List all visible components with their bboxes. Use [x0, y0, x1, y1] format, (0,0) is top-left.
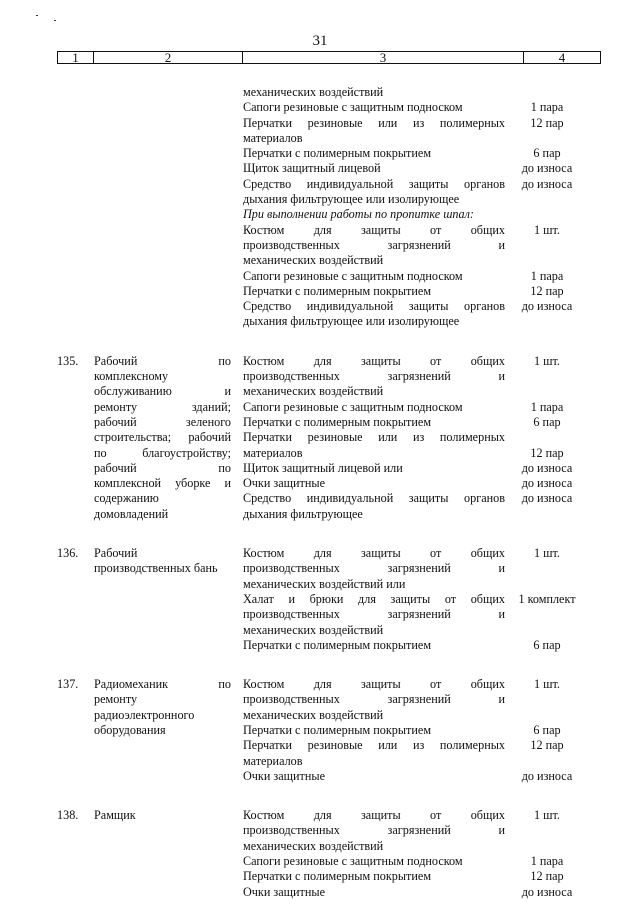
scan-speck — [54, 20, 56, 21]
entry-item — [243, 885, 583, 900]
item-line: механических воздействий — [243, 622, 384, 637]
quantity-value: 12 пар — [530, 283, 564, 298]
occupation-line: ремонту зданий; — [94, 399, 231, 414]
item-description — [243, 854, 505, 869]
item-line: Средство индивидуальной защиты органов — [243, 176, 505, 191]
quantity-value: 12 пар — [530, 445, 564, 460]
item-line: производственных загрязнений и — [243, 823, 505, 838]
item-quantity — [505, 100, 583, 115]
continuation-item — [243, 207, 583, 222]
entry-item — [243, 546, 583, 592]
occupation-line: оборудования — [94, 722, 166, 737]
item-description — [243, 284, 505, 299]
occupation-line: домовладений — [94, 506, 169, 521]
entry-item — [243, 461, 583, 476]
occupation-line: содержанию — [94, 491, 159, 506]
entry-item — [243, 808, 583, 854]
entry-item — [243, 869, 583, 884]
occupation-line: обслуживанию и — [94, 384, 231, 399]
column-header-2: 2 — [93, 52, 242, 63]
column-header-4: 4 — [523, 52, 600, 63]
item-quantity — [505, 146, 583, 161]
quantity-value: 1 шт. — [534, 222, 560, 237]
item-line: Халат и брюки для защиты от общих — [243, 591, 505, 606]
item-quantity — [505, 677, 583, 723]
continuation-item — [243, 177, 583, 208]
item-quantity — [505, 223, 583, 269]
item-line: материалов — [243, 753, 303, 768]
entry-item — [243, 854, 583, 869]
occupation-line: Рамщик — [94, 808, 136, 823]
quantity-value: 1 пара — [530, 399, 564, 414]
quantity-value: до износа — [521, 768, 573, 783]
item-quantity — [505, 476, 583, 491]
continuation-item — [243, 161, 583, 176]
item-quantity — [505, 461, 583, 476]
item-quantity — [505, 207, 583, 222]
column-header-3: 3 — [242, 52, 523, 63]
quantity-value: 12 пар — [530, 738, 564, 753]
item-description — [243, 223, 505, 269]
item-description — [243, 100, 505, 115]
occupation-line: радиоэлектронного — [94, 707, 195, 722]
item-description — [243, 461, 505, 476]
item-description — [243, 638, 505, 653]
occupation-line: рабочий по — [94, 460, 231, 475]
entry-item — [243, 592, 583, 638]
entry-items — [243, 808, 583, 900]
column-header-1: 1 — [72, 50, 79, 65]
item-line: Костюм для защиты от общих — [243, 546, 505, 561]
occupation-line: производственных бань — [94, 561, 218, 576]
item-line: производственных загрязнений и — [243, 237, 505, 252]
item-line: Перчатки с полимерным покрытием — [243, 146, 432, 161]
item-line: Перчатки с полимерным покрытием — [243, 869, 432, 884]
continuation-items — [243, 85, 583, 330]
item-description — [243, 738, 505, 769]
item-description — [243, 85, 505, 100]
entry-occupation — [94, 546, 231, 577]
item-description — [243, 415, 505, 430]
item-quantity — [505, 738, 583, 769]
item-quantity — [505, 415, 583, 430]
entry-occupation — [94, 354, 231, 522]
quantity-value: 1 шт. — [534, 546, 560, 561]
continuation-item — [243, 223, 583, 269]
item-description — [243, 400, 505, 415]
continuation-item — [243, 100, 583, 115]
entry-row — [0, 808, 640, 900]
item-line: Очки защитные — [243, 476, 325, 491]
entry-item — [243, 354, 583, 400]
item-description — [243, 808, 505, 854]
item-description — [243, 299, 505, 330]
item-description — [243, 885, 505, 900]
item-description — [243, 476, 505, 491]
item-line: Костюм для защиты от общих — [243, 808, 505, 823]
item-line: механических воздействий — [243, 85, 384, 99]
quantity-value: 1 комплект — [518, 591, 576, 606]
entry-item — [243, 638, 583, 653]
item-quantity — [505, 430, 583, 461]
item-description — [243, 592, 505, 638]
entry-occupation — [94, 808, 231, 823]
item-line: производственных загрязнений и — [243, 692, 505, 707]
quantity-value: 12 пар — [530, 869, 564, 884]
item-line: Средство индивидуальной защиты органов — [243, 491, 505, 506]
item-description — [243, 723, 505, 738]
item-line: Перчатки резиновые или из полимерных — [243, 430, 505, 445]
item-line: материалов — [243, 130, 303, 145]
occupation-line: строительства; рабочий — [94, 430, 231, 445]
item-line: Сапоги резиновые с защитным подноском — [243, 854, 463, 869]
item-description — [243, 430, 505, 461]
quantity-value: 6 пар — [533, 146, 561, 161]
item-line: При выполнении работы по пропитке шпал: — [243, 207, 474, 222]
item-line: производственных загрязнений и — [243, 369, 505, 384]
item-line: Костюм для защиты от общих — [243, 222, 505, 237]
entry-items — [243, 677, 583, 784]
entry-occupation — [94, 677, 231, 738]
item-quantity — [505, 85, 583, 100]
item-line: производственных загрязнений и — [243, 561, 505, 576]
item-line: Костюм для защиты от общих — [243, 353, 505, 368]
item-quantity — [505, 116, 583, 147]
occupation-line: Рабочий — [94, 546, 138, 561]
occupation-line: Рабочий по — [94, 353, 231, 368]
item-quantity — [505, 177, 583, 208]
item-line: материалов — [243, 445, 303, 460]
occupation-line: комплексному — [94, 369, 169, 384]
entry-number: 135. — [57, 353, 79, 368]
item-description — [243, 869, 505, 884]
entry-item — [243, 491, 583, 522]
item-line: Сапоги резиновые с защитным подноском — [243, 100, 463, 115]
quantity-value: 1 шт. — [534, 353, 560, 368]
entry-item — [243, 415, 583, 430]
continuation-item — [243, 284, 583, 299]
quantity-value: 1 пара — [530, 268, 564, 283]
continuation-block — [0, 85, 640, 330]
item-line: механических воздействий — [243, 838, 384, 853]
page-number: 31 — [312, 33, 328, 49]
entry-row — [0, 677, 640, 784]
entry-number: 138. — [57, 808, 79, 823]
item-line: дыхания фильтрующее — [243, 506, 363, 521]
item-quantity — [505, 284, 583, 299]
entry-item — [243, 430, 583, 461]
entry-row — [0, 546, 640, 653]
item-quantity — [505, 269, 583, 284]
quantity-value: 6 пар — [533, 414, 561, 429]
item-description — [243, 161, 505, 176]
item-line: производственных загрязнений и — [243, 607, 505, 622]
continuation-item — [243, 146, 583, 161]
item-quantity — [505, 592, 583, 638]
item-quantity — [505, 769, 583, 784]
quantity-value: до износа — [521, 176, 573, 191]
item-description — [243, 177, 505, 208]
item-line: механических воздействий — [243, 707, 384, 722]
quantity-value: до износа — [521, 460, 573, 475]
quantity-spacer — [511, 430, 583, 445]
item-line: механических воздействий — [243, 384, 384, 399]
occupation-line: ремонту — [94, 692, 138, 707]
item-line: Перчатки резиновые или из полимерных — [243, 115, 505, 130]
entry-item — [243, 738, 583, 769]
quantity-value: 6 пар — [533, 637, 561, 652]
item-line: механических воздействий или — [243, 576, 406, 591]
quantity-value: 1 пара — [530, 100, 564, 115]
quantity-value: 1 шт. — [534, 677, 560, 692]
quantity-value: 12 пар — [530, 115, 564, 130]
item-quantity — [505, 869, 583, 884]
item-quantity — [505, 400, 583, 415]
item-description — [243, 769, 505, 784]
entry-item — [243, 476, 583, 491]
item-quantity — [505, 491, 583, 522]
occupation-line: рабочий зеленого — [94, 414, 231, 429]
item-description — [243, 546, 505, 592]
item-description — [243, 269, 505, 284]
column-header-row — [57, 51, 601, 64]
entry-items — [243, 354, 583, 522]
entry-item — [243, 769, 583, 784]
item-quantity — [505, 808, 583, 854]
item-description — [243, 207, 505, 222]
entry-number: 137. — [57, 677, 79, 692]
item-line: Средство индивидуальной защиты органов — [243, 299, 505, 314]
item-line: Перчатки с полимерным покрытием — [243, 414, 432, 429]
item-description — [243, 677, 505, 723]
occupation-line: Радиомеханик по — [94, 677, 231, 692]
item-line: Очки защитные — [243, 884, 325, 899]
entry-items — [243, 546, 583, 653]
quantity-value: до износа — [521, 476, 573, 491]
item-description — [243, 491, 505, 522]
document-body — [0, 85, 640, 900]
item-line: Перчатки с полимерным покрытием — [243, 637, 432, 652]
occupation-line: по благоустройству; — [94, 445, 231, 460]
item-line: Сапоги резиновые с защитным подноском — [243, 268, 463, 283]
continuation-item — [243, 116, 583, 147]
item-line: дыхания фильтрующее или изолирующее — [243, 192, 460, 207]
entry-item — [243, 723, 583, 738]
item-quantity — [505, 638, 583, 653]
continuation-item — [243, 299, 583, 330]
item-line: механических воздействий — [243, 253, 384, 268]
continuation-item — [243, 269, 583, 284]
quantity-value: 1 пара — [530, 854, 564, 869]
item-quantity — [505, 885, 583, 900]
quantity-value: до износа — [521, 161, 573, 176]
entry-item — [243, 677, 583, 723]
item-line: Сапоги резиновые с защитным подноском — [243, 399, 463, 414]
item-line: Щиток защитный лицевой или — [243, 460, 403, 475]
item-line: Щиток защитный лицевой — [243, 161, 381, 176]
quantity-value: 6 пар — [533, 722, 561, 737]
item-quantity — [505, 854, 583, 869]
item-quantity — [505, 723, 583, 738]
item-quantity — [505, 299, 583, 330]
item-line: Перчатки резиновые или из полимерных — [243, 738, 505, 753]
entry-row — [0, 354, 640, 522]
quantity-value: до износа — [521, 884, 573, 899]
item-line: Перчатки с полимерным покрытием — [243, 283, 432, 298]
quantity-value: 1 шт. — [534, 808, 560, 823]
item-quantity — [505, 546, 583, 592]
quantity-value: до износа — [521, 491, 573, 506]
item-quantity — [505, 354, 583, 400]
item-line: Перчатки с полимерным покрытием — [243, 722, 432, 737]
entry-number: 136. — [57, 546, 79, 561]
item-line: Очки защитные — [243, 768, 325, 783]
scan-speck — [36, 15, 38, 16]
continuation-item — [243, 85, 583, 100]
item-description — [243, 146, 505, 161]
occupation-line: комплексной уборке и — [94, 476, 231, 491]
item-line: дыхания фильтрующее или изолирующее — [243, 314, 460, 329]
item-line: Костюм для защиты от общих — [243, 677, 505, 692]
entry-item — [243, 400, 583, 415]
quantity-value: до износа — [521, 299, 573, 314]
item-quantity — [505, 161, 583, 176]
item-description — [243, 354, 505, 400]
item-description — [243, 116, 505, 147]
